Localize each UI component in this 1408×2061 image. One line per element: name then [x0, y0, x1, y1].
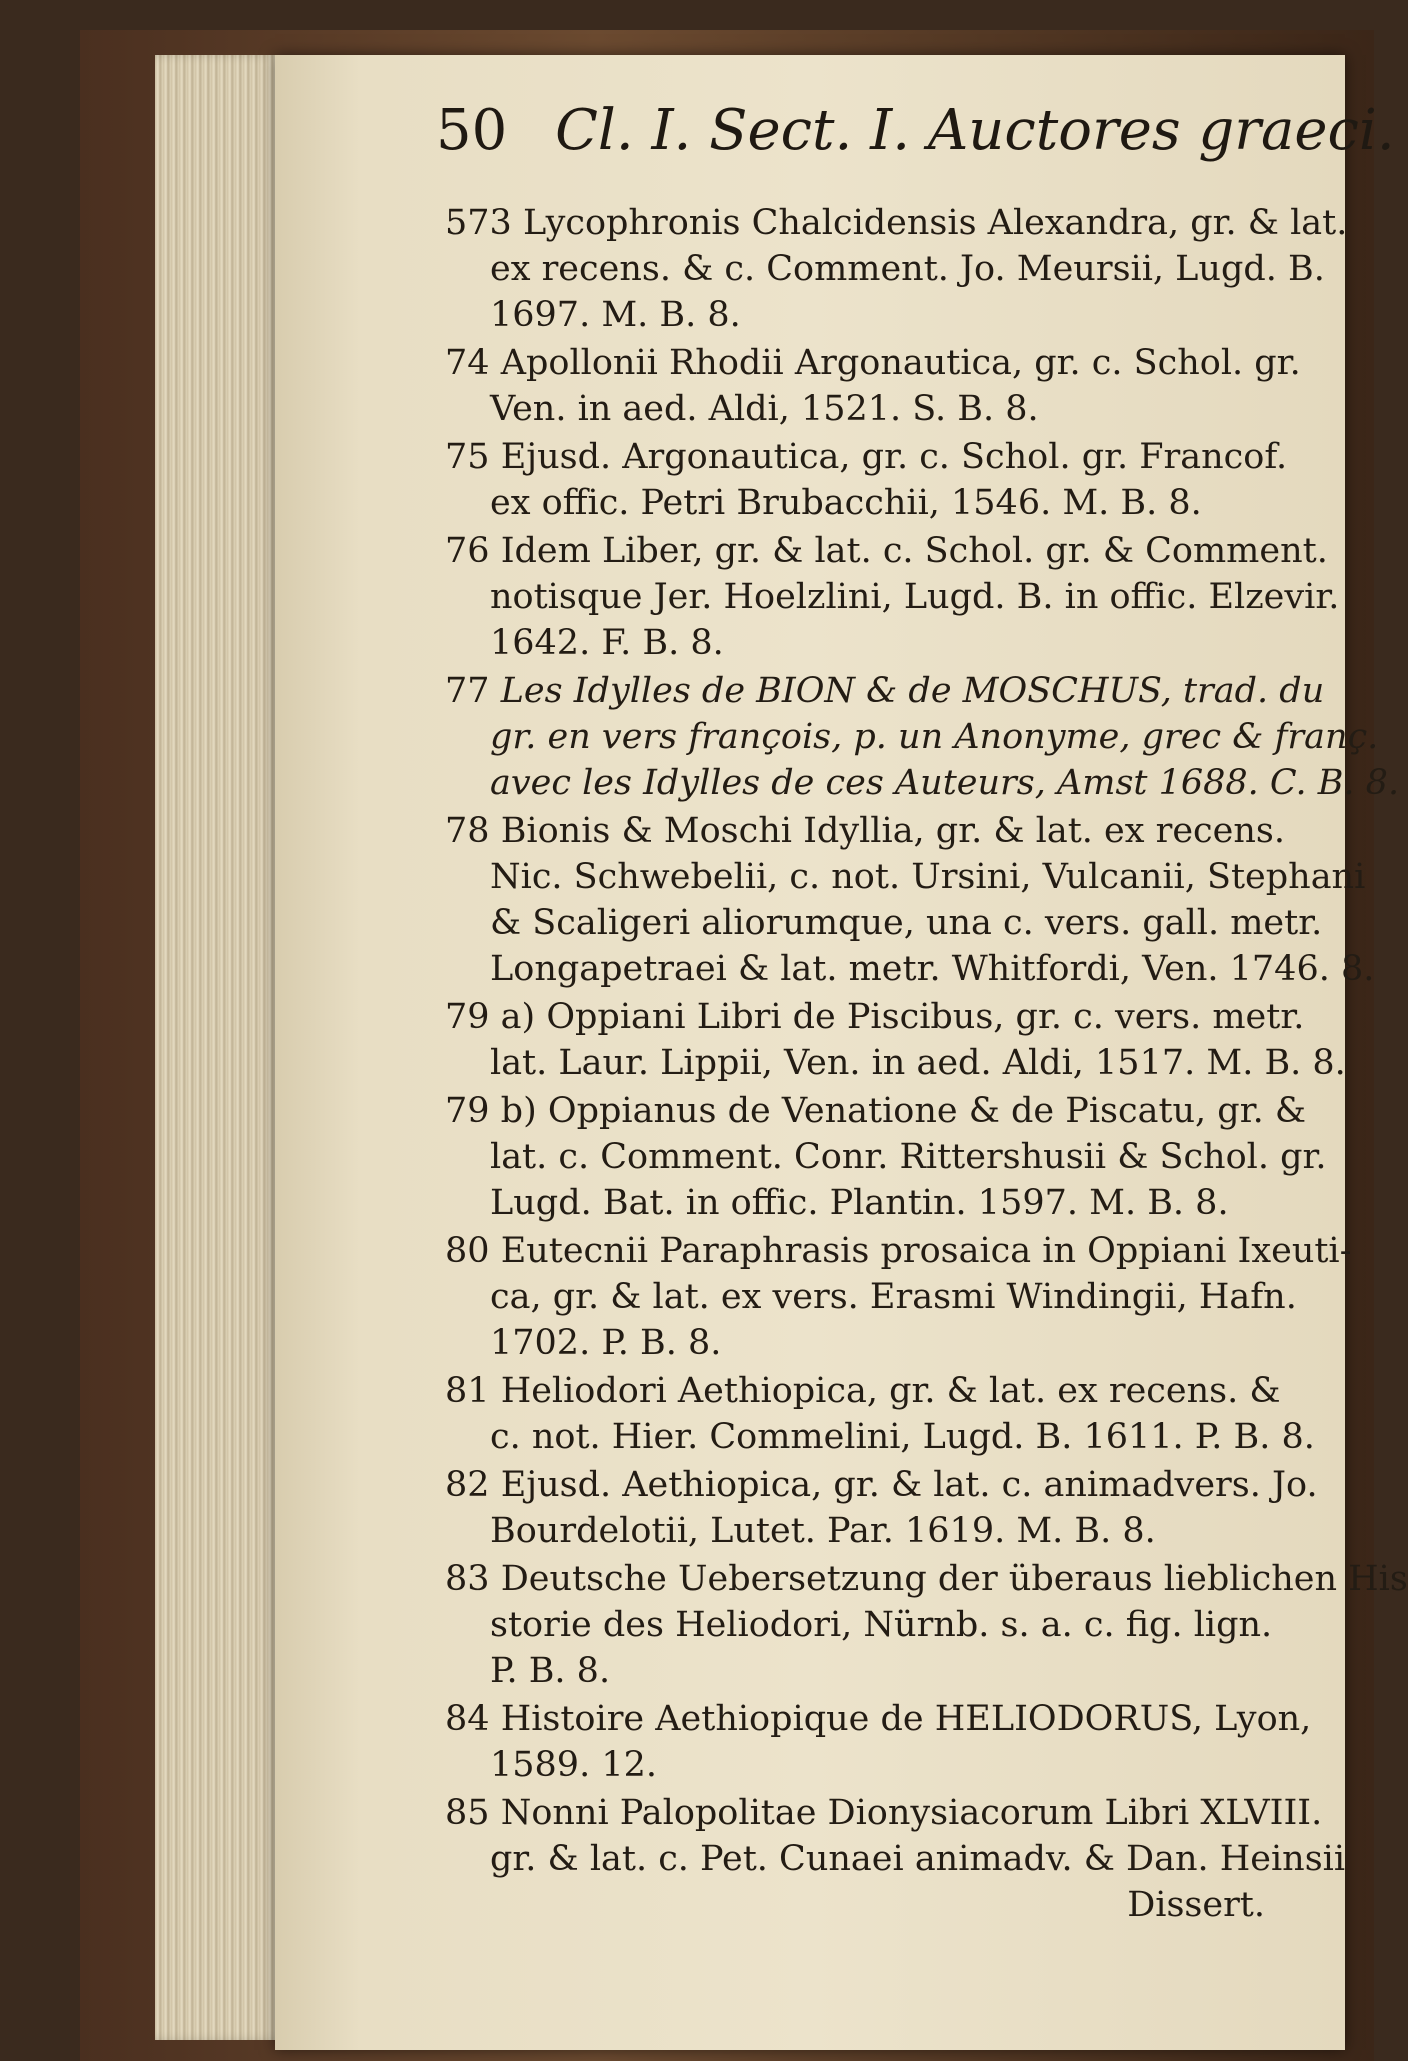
- entry-line: Oppiani Libri de Piscibus, gr. c. vers. metr.: [546, 997, 1305, 1037]
- entry-number: 76: [445, 531, 490, 571]
- catalog-entry: [445, 1368, 1315, 1460]
- catalog-entry: [445, 808, 1375, 992]
- entry-number: 82: [445, 1465, 490, 1505]
- page-number: 50: [436, 98, 508, 163]
- catalog-entry: [445, 1790, 1346, 1928]
- entry-line: Ejusd. Argonautica, gr. c. Schol. gr. Francof.: [500, 437, 1288, 477]
- page-title: Cl. I. Sect. I. Auctores graeci.: [555, 98, 1395, 163]
- entry-line: 1702. P. B. 8.: [490, 1323, 722, 1363]
- entry-line: ex recens. & c. Comment. Jo. Meursii, Lugd. B.: [490, 249, 1325, 289]
- entry-line: & Scaligeri aliorumque, una c. vers. gall. metr.: [490, 903, 1323, 943]
- entry-line: Dissert.: [1127, 1885, 1265, 1925]
- entry-line: notisque Jer. Hoelzlini, Lugd. B. in offic. Elzevir.: [490, 577, 1340, 617]
- entry-line: Bourdelotii, Lutet. Par. 1619. M. B. 8.: [490, 1511, 1156, 1551]
- entry-number: 573: [445, 203, 512, 243]
- catalog-entry: [445, 1228, 1352, 1366]
- entry-number: 79 b): [445, 1091, 537, 1131]
- entry-line: Ejusd. Aethiopica, gr. & lat. c. animadvers. Jo.: [500, 1465, 1318, 1505]
- entry-line: gr. & lat. c. Pet. Cunaei animadv. & Dan. Heinsii: [490, 1839, 1346, 1879]
- entry-number: 77: [445, 671, 490, 711]
- entry-line: Lycophronis Chalcidensis Alexandra, gr. & lat.: [522, 203, 1348, 243]
- entry-line: Nic. Schwebelii, c. not. Ursini, Vulcanii, Stephani: [490, 857, 1366, 897]
- catalog-entry: [445, 528, 1340, 666]
- entry-number: 85: [445, 1793, 490, 1833]
- catalog-entry: [445, 340, 1301, 432]
- catalog-entry: [445, 1462, 1318, 1554]
- entry-line: ex offic. Petri Brubacchii, 1546. M. B. 8.: [490, 483, 1202, 523]
- entry-line: Bionis & Moschi Idyllia, gr. & lat. ex recens.: [500, 811, 1285, 851]
- entry-number: 75: [445, 437, 490, 477]
- catalog-entry: [445, 994, 1346, 1086]
- entry-number: 84: [445, 1699, 490, 1739]
- entry-line: gr. en vers françois, p. un Anonyme, grec & franç.: [490, 717, 1379, 757]
- entry-line: Longapetraei & lat. metr. Whitfordi, Ven. 1746. 8.: [490, 949, 1375, 989]
- entry-line: 1642. F. B. 8.: [490, 623, 724, 663]
- catalog-entry: [445, 200, 1348, 338]
- entry-number: 81: [445, 1371, 490, 1411]
- entry-line: Heliodori Aethiopica, gr. & lat. ex recens. &: [500, 1371, 1281, 1411]
- entry-number: 80: [445, 1231, 490, 1271]
- entry-line: ca, gr. & lat. ex vers. Erasmi Windingii, Hafn.: [490, 1277, 1297, 1317]
- entry-line: Ven. in aed. Aldi, 1521. S. B. 8.: [490, 389, 1039, 429]
- entry-line: Oppianus de Venatione & de Piscatu, gr. &: [547, 1091, 1306, 1131]
- catalog-entry: [445, 434, 1288, 526]
- entry-line: lat. c. Comment. Conr. Rittershusii & Schol. gr.: [490, 1137, 1327, 1177]
- entry-line: Les Idylles de BION & de MOSCHUS, trad. du: [500, 671, 1325, 711]
- entry-number: 83: [445, 1559, 490, 1599]
- entry-line: avec les Idylles de ces Auteurs, Amst 1688. C. B. 8.: [490, 763, 1400, 803]
- catalog-entry: [445, 668, 1400, 806]
- entry-line: lat. Laur. Lippii, Ven. in aed. Aldi, 1517. M. B. 8.: [490, 1043, 1346, 1083]
- entry-line: Histoire Aethiopique de HELIODORUS, Lyon,: [500, 1699, 1312, 1739]
- entry-line: Apollonii Rhodii Argonautica, gr. c. Schol. gr.: [500, 343, 1301, 383]
- page-edges: [155, 55, 295, 2040]
- catalog-entry: [445, 1696, 1312, 1788]
- catalog-entries: [445, 200, 1408, 1930]
- page-header: [436, 98, 1395, 163]
- entry-line: Deutsche Uebersetzung der überaus lieblichen His: [500, 1559, 1408, 1599]
- entry-line: 1589. 12.: [490, 1745, 657, 1785]
- catalog-entry: [445, 1088, 1327, 1226]
- entry-line: 1697. M. B. 8.: [490, 295, 741, 335]
- entry-line: c. not. Hier. Commelini, Lugd. B. 1611. P. B. 8.: [490, 1417, 1315, 1457]
- entry-number: 78: [445, 811, 490, 851]
- entry-line: P. B. 8.: [490, 1651, 611, 1691]
- entry-line: Nonni Palopolitae Dionysiacorum Libri XLVIII.: [500, 1793, 1323, 1833]
- entry-line: Idem Liber, gr. & lat. c. Schol. gr. & Comment.: [500, 531, 1328, 571]
- entry-line: storie des Heliodori, Nürnb. s. a. c. fig. lign.: [490, 1605, 1273, 1645]
- entry-line: Eutecnii Paraphrasis prosaica in Oppiani Ixeuti-: [500, 1231, 1352, 1271]
- entry-number: 74: [445, 343, 490, 383]
- catalog-entry: [445, 1556, 1408, 1694]
- entry-line: Lugd. Bat. in offic. Plantin. 1597. M. B. 8.: [490, 1183, 1229, 1223]
- entry-number: 79 a): [445, 997, 536, 1037]
